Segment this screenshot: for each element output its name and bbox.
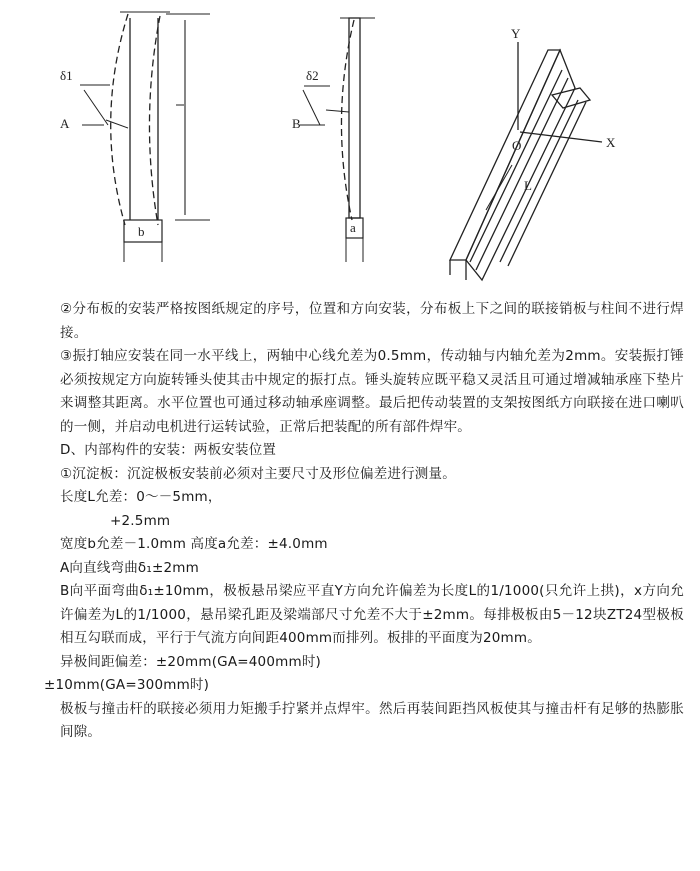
paragraph-distribution-plate: ②分布板的安装严格按图纸规定的序号，位置和方向安装，分布板上下之间的联接销板与柱间不进行焊接。 [60, 301, 684, 341]
point-a-label: A [60, 116, 70, 131]
tolerance-length-upper: +2.5mm [110, 512, 171, 529]
electrode-spacing-deviation-alt: ±10mm(GA=300mm时) [44, 677, 210, 693]
flatness-dashed [341, 20, 354, 220]
origin-label: O [512, 138, 522, 153]
dim-a-label: a [350, 220, 356, 235]
x-axis [520, 132, 602, 142]
dim-b-label: b [138, 224, 145, 239]
paragraph-impact-rod: 极板与撞击杆的联接必须用力矩搬手拧紧并点焊牢。然后再装间距挡风板使其与撞击杆有足够的热膨胀间隙。 [60, 700, 684, 740]
tolerance-length: 长度L允差：0～－5mm， [60, 489, 222, 505]
x-axis-label: X [606, 135, 616, 150]
electrode-spacing-deviation: 异极间距偏差：±20mm(GA=400mm时) [60, 653, 322, 670]
technical-figures [0, 0, 700, 290]
delta2-label: δ2 [306, 68, 319, 83]
section-heading-internal-parts: D、内部构件的安装：两板安装位置 [60, 442, 277, 458]
plate-side [349, 18, 360, 218]
body-text [32, 298, 684, 745]
paragraph-collecting-plate: ①沉淀板：沉淀极板安装前必须对主要尺寸及形位偏差进行测量。 [60, 465, 456, 482]
beam-side-face [466, 50, 575, 280]
figure-plate-thickness [300, 18, 375, 262]
tolerance-a-bend: A向直线弯曲δ₁±2mm [60, 559, 200, 576]
point-b-label: B [292, 116, 301, 131]
tolerance-width-height: 宽度b允差－1.0mm 高度a允差：±4.0mm [60, 536, 328, 552]
curvature-dashed-left [111, 14, 128, 225]
figure-plate-width [80, 12, 210, 262]
paragraph-rapping-shaft: ③振打轴应安装在同一水平线上，两轴中心线允差为0.5mm，传动轴与内轴允差为2mm。安装振打锤必须按规定方向旋转锤头使其击中规定的振打点。锤头旋转应既平稳又灵活且可通过增减轴承座下垫片来调整其距离。水平位置也可通过移动轴承座调整。最后把传动装置的支架按图纸方向联接在进口喇叭的一侧，并启动电机进行运转试验，正常后把装配的所有部件焊牢。 [60, 348, 684, 435]
y-axis-label: Y [511, 26, 521, 41]
tolerance-b-bend: B向平面弯曲δ₁±10mm，极板悬吊梁应平直Y方向允许偏差为长度L的1/1000(只允许上拱)，x方向允许偏差为L的1/1000，悬吊梁孔距及梁端部尺寸允差不大于±2mm。每排极板由5－12块ZT24型极板相互勾联而成，平行于气流方向间距400mm而排列。板排的平面度为20mm。 [60, 583, 684, 646]
length-l-label: L [524, 178, 532, 193]
delta1-label: δ1 [60, 68, 73, 83]
beam-front-face [450, 50, 560, 260]
figure-hanging-beam [450, 42, 602, 280]
